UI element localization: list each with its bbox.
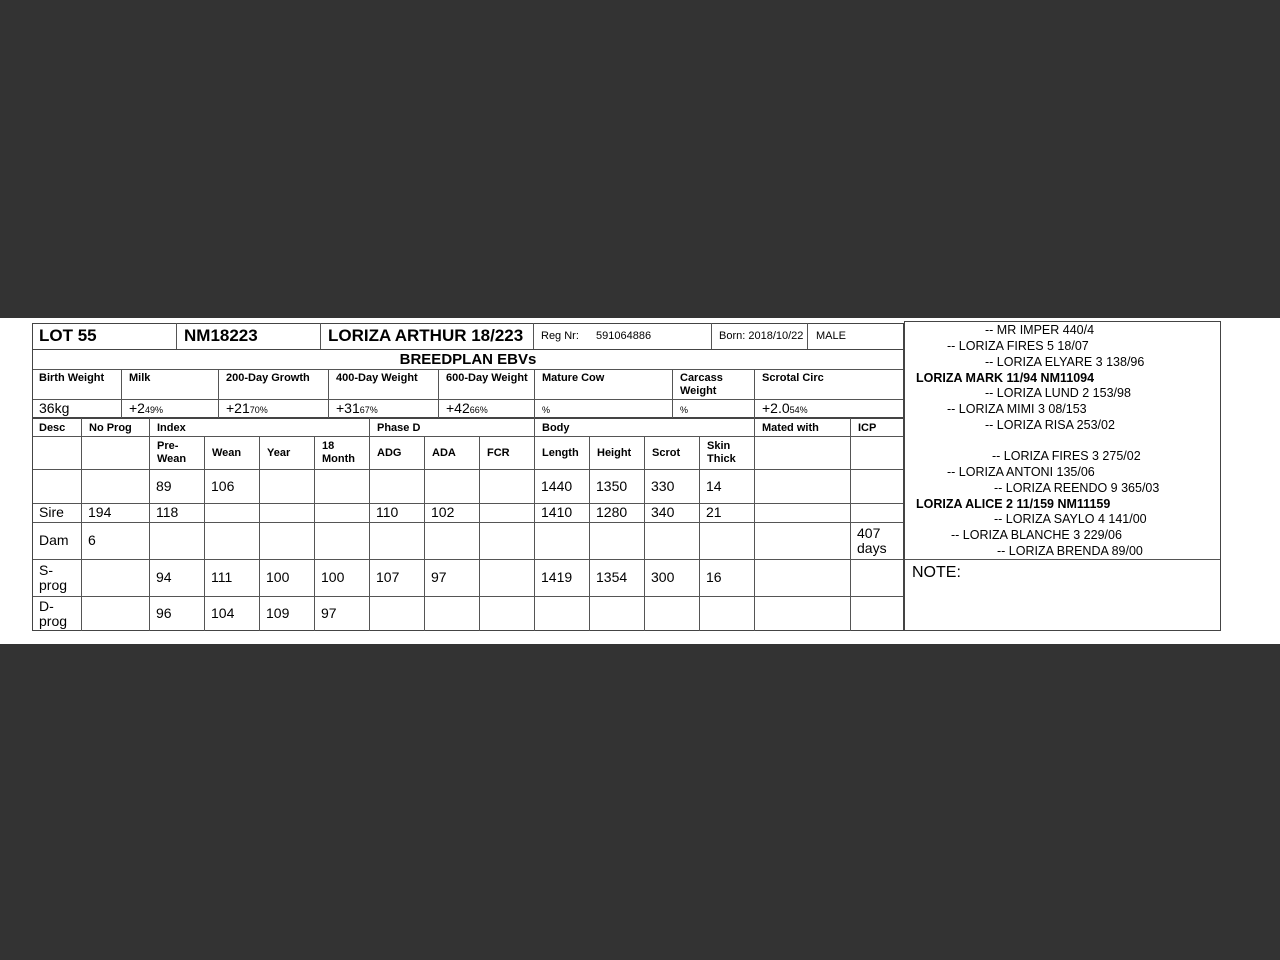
pedigree-line: -- LORIZA LUND 2 153/98 xyxy=(985,386,1131,400)
pedigree-line: -- LORIZA MIMI 3 08/153 xyxy=(947,402,1087,416)
col-header-year: Year xyxy=(267,447,291,459)
cell-scrot: 330 xyxy=(651,478,675,494)
cell-length: 1410 xyxy=(541,504,573,520)
cell-pre-wean: 118 xyxy=(156,504,179,520)
ebv-value-scrotal-circ: +2.054% xyxy=(762,400,808,416)
pedigree-line: -- LORIZA FIRES 3 275/02 xyxy=(992,449,1141,463)
col-header-no-prog: No Prog xyxy=(89,422,132,434)
ebv-header-mature-cow: Mature Cow xyxy=(542,372,605,384)
ebv-value-carcass-weight: % xyxy=(680,405,689,415)
col-header-index: Index xyxy=(157,422,186,434)
pedigree-line: -- MR IMPER 440/4 xyxy=(985,323,1095,337)
col-header-adg: ADG xyxy=(377,447,402,459)
animal-ident: NM18223 xyxy=(184,326,258,345)
animal-name: LORIZA ARTHUR 18/223 xyxy=(328,326,524,345)
col-header-body: Body xyxy=(542,422,570,434)
col-header-fcr: FCR xyxy=(487,447,510,459)
cell-length: 1419 xyxy=(541,569,573,585)
cell-m18: 97 xyxy=(321,605,337,621)
cell-icp: 407 days xyxy=(857,525,887,556)
cell-no-prog: 6 xyxy=(88,532,96,548)
ebv-value-birth-weight: 36kg xyxy=(39,400,70,416)
col-header-desc: Desc xyxy=(39,422,66,434)
cell-ada: 97 xyxy=(431,569,447,585)
pedigree-line: -- LORIZA SAYLO 4 141/00 xyxy=(994,512,1147,526)
cell-height: 1280 xyxy=(596,504,628,520)
ebv-header-milk: Milk xyxy=(129,372,151,384)
pedigree-line: -- LORIZA REENDO 9 365/03 xyxy=(994,481,1160,495)
pedigree-dam: LORIZA ALICE 2 11/159 NM11159 xyxy=(916,497,1111,511)
cell-scrot: 300 xyxy=(651,569,675,585)
cell-skin: 14 xyxy=(706,478,722,494)
col-header-ada: ADA xyxy=(432,447,456,459)
cell-m18: 100 xyxy=(321,569,345,585)
cell-adg: 107 xyxy=(376,569,400,585)
cell-no-prog: 194 xyxy=(88,504,112,520)
col-header-height: Height xyxy=(597,447,632,459)
cell-year: 109 xyxy=(266,605,290,621)
cell-desc: S- prog xyxy=(39,562,68,593)
col-header-mated-with: Mated with xyxy=(762,422,819,434)
pedigree-line: -- LORIZA RISA 253/02 xyxy=(985,418,1115,432)
cell-length: 1440 xyxy=(541,478,573,494)
cell-ada: 102 xyxy=(431,504,455,520)
note-label: NOTE: xyxy=(912,564,961,581)
ebv-value-200-day-growth: +2170% xyxy=(226,400,268,416)
cell-height: 1350 xyxy=(596,478,628,494)
cell-scrot: 340 xyxy=(651,504,675,520)
ebv-header-600-day-weight: 600-Day Weight xyxy=(446,372,528,384)
ebv-header-carcass-weight: Carcass Weight xyxy=(680,372,723,397)
cell-adg: 110 xyxy=(376,504,399,520)
cell-wean: 111 xyxy=(211,569,233,585)
ebv-header-scrotal-circ: Scrotal Circ xyxy=(762,372,824,384)
ebv-value-400-day-weight: +3167% xyxy=(336,400,378,416)
col-header-wean: Wean xyxy=(212,447,242,459)
col-header-pre-wean: Pre- Wean xyxy=(157,440,187,465)
ebv-header-400-day-weight: 400-Day Weight xyxy=(336,372,418,384)
cell-height: 1354 xyxy=(596,569,628,585)
cell-skin: 21 xyxy=(706,504,722,520)
ebv-value-mature-cow: % xyxy=(542,405,551,415)
reg-number: 591064886 xyxy=(596,330,652,342)
cell-desc: D- prog xyxy=(39,598,68,629)
col-header-phase-d: Phase D xyxy=(377,422,421,434)
ebv-title: BREEDPLAN EBVs xyxy=(399,351,537,368)
born-date: Born: 2018/10/22 xyxy=(719,330,804,342)
col-header-length: Length xyxy=(542,447,579,459)
col-header-icp: ICP xyxy=(858,422,877,434)
cell-pre-wean: 94 xyxy=(156,569,172,585)
cell-wean: 106 xyxy=(211,478,235,494)
cell-pre-wean: 89 xyxy=(156,478,172,494)
pedigree-line: -- LORIZA FIRES 5 18/07 xyxy=(947,339,1089,353)
ebv-header-birth-weight: Birth Weight xyxy=(39,372,105,384)
col-header-scrot: Scrot xyxy=(652,447,681,459)
ebv-value-milk: +249% xyxy=(129,400,163,416)
pedigree-line: -- LORIZA BRENDA 89/00 xyxy=(997,544,1143,558)
ebv-header-200-day-growth: 200-Day Growth xyxy=(226,372,310,384)
cell-year: 100 xyxy=(266,569,290,585)
col-header-18-month: 18 Month xyxy=(322,440,355,465)
pedigree-line: -- LORIZA BLANCHE 3 229/06 xyxy=(951,528,1122,542)
pedigree-sire: LORIZA MARK 11/94 NM11094 xyxy=(916,371,1095,385)
lot-card xyxy=(0,318,1280,644)
cell-wean: 104 xyxy=(211,605,235,621)
lot-number: LOT 55 xyxy=(39,326,97,345)
cell-pre-wean: 96 xyxy=(156,605,172,621)
ebv-value-600-day-weight: +4266% xyxy=(446,400,488,416)
cell-desc: Dam xyxy=(39,532,69,548)
cell-desc: Sire xyxy=(39,504,64,520)
col-header-skin-thick: Skin Thick xyxy=(707,440,736,465)
pedigree-line: -- LORIZA ELYARE 3 138/96 xyxy=(985,355,1145,369)
cell-skin: 16 xyxy=(706,569,722,585)
reg-label: Reg Nr: xyxy=(541,330,579,342)
pedigree-line: -- LORIZA ANTONI 135/06 xyxy=(947,465,1095,479)
sex: MALE xyxy=(816,330,846,342)
